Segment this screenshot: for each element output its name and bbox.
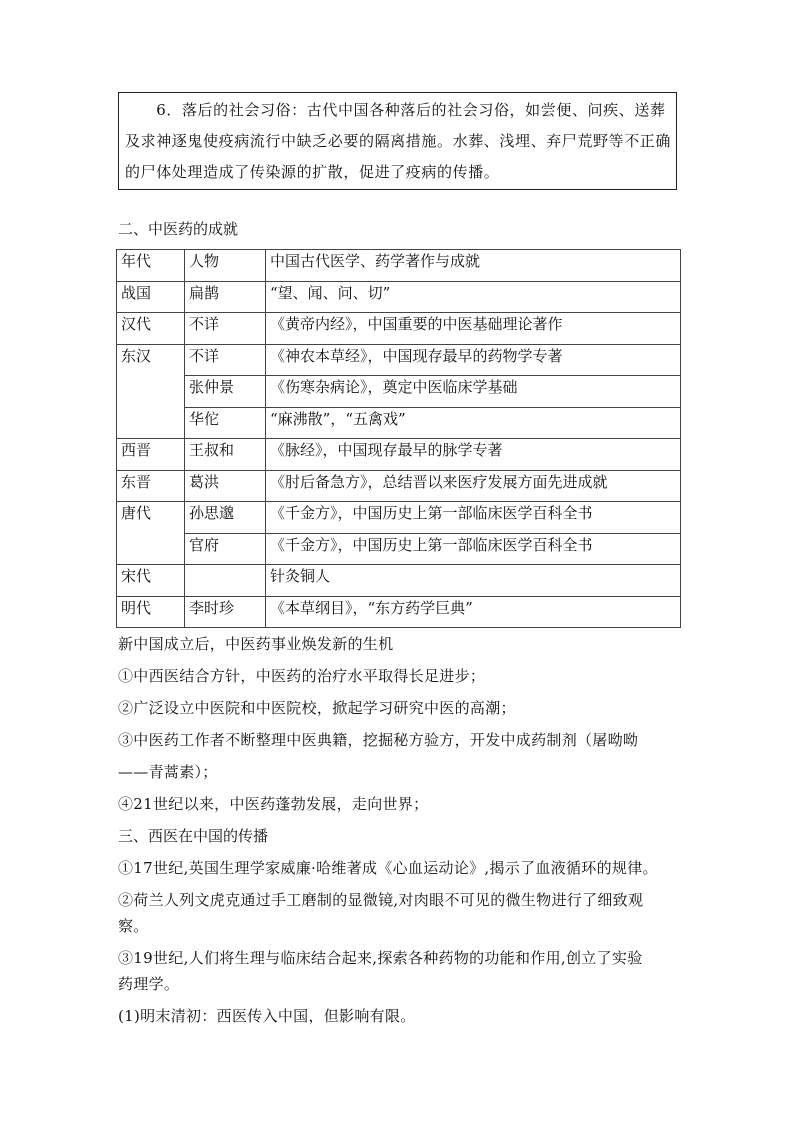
table-row (117, 470, 681, 502)
cell-achievement: 《黄帝内经》，中国重要的中医基础理论著作 (266, 313, 681, 345)
cell-person: 官府 (185, 533, 266, 565)
table-row (117, 439, 681, 471)
cell-achievement: 《肘后备急方》，总结晋以来医疗发展方面先进成就 (266, 470, 681, 502)
cell-achievement: 《千金方》，中国历史上第一部临床医学百科全书 (266, 533, 681, 565)
cell-person: 不详 (185, 344, 266, 376)
section-2-point-1: ①中西医结合方针，中医药的治疗水平取得长足进步； (118, 667, 486, 685)
header-achievement: 中国古代医学、药学著作与成就 (266, 250, 681, 282)
table-row (117, 376, 681, 408)
section-2-subtitle: 新中国成立后，中医药事业焕发新的生机 (118, 635, 394, 653)
box-line-3: 的尸体处理造成了传染源的扩散，促进了疫病的传播。 (125, 163, 500, 181)
cell-era: 西晋 (117, 439, 185, 471)
table-row (117, 344, 681, 376)
section-2-heading: 二、中医药的成就 (118, 220, 239, 238)
cell-person: 孙思邈 (185, 502, 266, 534)
table-row (117, 407, 681, 439)
cell-person (185, 565, 266, 597)
achievements-table (116, 249, 681, 628)
table-row (117, 596, 681, 628)
cell-person: 不详 (185, 313, 266, 345)
box-line-2: 及求神逐鬼使疫病流行中缺乏必要的隔离措施。水葬、浅埋、弃尸荒野等不正确 (125, 132, 672, 150)
cell-achievement: “麻沸散”，“五禽戏” (266, 407, 681, 439)
cell-achievement: 《本草纲目》，“东方药学巨典” (266, 596, 681, 628)
header-person: 人物 (185, 250, 266, 282)
boxed-paragraph (118, 92, 677, 190)
cell-achievement: 针灸铜人 (266, 565, 681, 597)
section-3-point-3-cont: 药理学。 (118, 975, 180, 993)
table-row (117, 313, 681, 345)
header-era: 年代 (117, 250, 185, 282)
section-3-point-2: ②荷兰人列文虎克通过手工磨制的显微镜,对肉眼不可见的微生物进行了细致观 (118, 891, 644, 909)
cell-era: 汉代 (117, 313, 185, 345)
box-line-1: 6．落后的社会习俗：古代中国各种落后的社会习俗，如尝便、问疾、送葬 (125, 101, 666, 119)
table-row (117, 533, 681, 565)
cell-achievement: 《神农本草经》，中国现存最早的药物学专著 (266, 344, 681, 376)
cell-achievement: 《伤寒杂病论》，奠定中医临床学基础 (266, 376, 681, 408)
cell-era: 宋代 (117, 565, 185, 597)
section-2-point-4: ④21世纪以来，中医药蓬勃发展，走向世界； (118, 795, 429, 813)
table-header-row (117, 250, 681, 282)
cell-era: 东晋 (117, 470, 185, 502)
cell-person: 华佗 (185, 407, 266, 439)
section-3-point-3: ③19世纪,人们将生理与临床结合起来,探索各种药物的功能和作用,创立了实验 (118, 949, 643, 967)
cell-person: 王叔和 (185, 439, 266, 471)
cell-era: 东汉 (117, 344, 185, 439)
section-3-point-1: ①17世纪,英国生理学家威廉·哈维著成《心血运动论》,揭示了血液循环的规律。 (118, 859, 658, 877)
cell-achievement: “望、闻、问、切” (266, 281, 681, 313)
section-3-point-4: (1)明末清初：西医传入中国，但影响有限。 (118, 1007, 416, 1025)
cell-achievement: 《千金方》，中国历史上第一部临床医学百科全书 (266, 502, 681, 534)
table-row (117, 565, 681, 597)
cell-era: 唐代 (117, 502, 185, 565)
table-row (117, 281, 681, 313)
section-2-point-3: ③中医药工作者不断整理中医典籍，挖掘秘方验方，开发中成药制剂（屠呦呦 (118, 731, 639, 749)
cell-era: 明代 (117, 596, 185, 628)
cell-person: 扁鹊 (185, 281, 266, 313)
cell-person: 李时珍 (185, 596, 266, 628)
section-3-point-2-cont: 察。 (118, 917, 149, 935)
table-row (117, 502, 681, 534)
cell-person: 张仲景 (185, 376, 266, 408)
cell-person: 葛洪 (185, 470, 266, 502)
cell-era: 战国 (117, 281, 185, 313)
cell-achievement: 《脉经》，中国现存最早的脉学专著 (266, 439, 681, 471)
section-3-heading: 三、西医在中国的传播 (118, 827, 269, 845)
section-2-point-3-cont: ——青蒿素）； (118, 763, 218, 781)
section-2-point-2: ②广泛设立中医院和中医院校，掀起学习研究中医的高潮； (118, 699, 516, 717)
